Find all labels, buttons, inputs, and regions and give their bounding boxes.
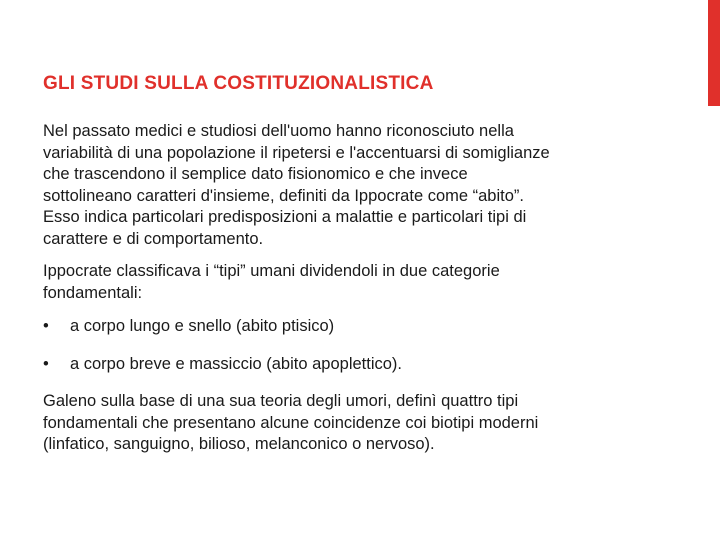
slide-body	[43, 121, 683, 467]
paragraph-line: carattere e di comportamento.	[43, 229, 264, 248]
paragraph-line: sottolineano caratteri d'insieme, definiti da Ippocrate come “abito”.	[43, 186, 524, 205]
list-item	[43, 316, 683, 338]
paragraph-line: fondamentali:	[43, 283, 143, 302]
list-item	[43, 354, 683, 376]
paragraph-line: variabilità di una popolazione il ripetersi e l'accentuarsi di somiglianze	[43, 143, 550, 162]
paragraph-classification	[43, 261, 683, 304]
paragraph-line: Ippocrate classificava i “tipi” umani dividendoli in due categorie	[43, 262, 500, 280]
paragraph-line: Esso indica particolari predisposizioni a malattie e particolari tipi di	[43, 208, 527, 226]
paragraph-line: fondamentali che presentano alcune coincidenze coi biotipi moderni	[43, 413, 539, 432]
paragraph-line: che trascendono il semplice dato fisionomico e che invece	[43, 165, 468, 183]
paragraph-line: Galeno sulla base di una sua teoria degli umori, definì quattro tipi	[43, 392, 519, 410]
paragraph-line: (linfatico, sanguigno, bilioso, melanconico o nervoso).	[43, 435, 435, 453]
paragraph-closing	[43, 391, 683, 456]
bullet-icon: •	[43, 317, 49, 335]
paragraph-line: Nel passato medici e studiosi dell'uomo hanno riconosciuto nella	[43, 122, 514, 140]
bullet-list	[43, 316, 683, 375]
paragraph-intro	[43, 121, 683, 250]
slide-title: GLI STUDI SULLA COSTITUZIONALISTICA	[43, 73, 434, 94]
accent-bar	[708, 0, 720, 106]
bullet-text: a corpo lungo e snello (abito ptisico)	[70, 317, 335, 335]
bullet-icon: •	[43, 354, 49, 373]
bullet-text: a corpo breve e massiccio (abito apoplettico).	[70, 354, 402, 373]
